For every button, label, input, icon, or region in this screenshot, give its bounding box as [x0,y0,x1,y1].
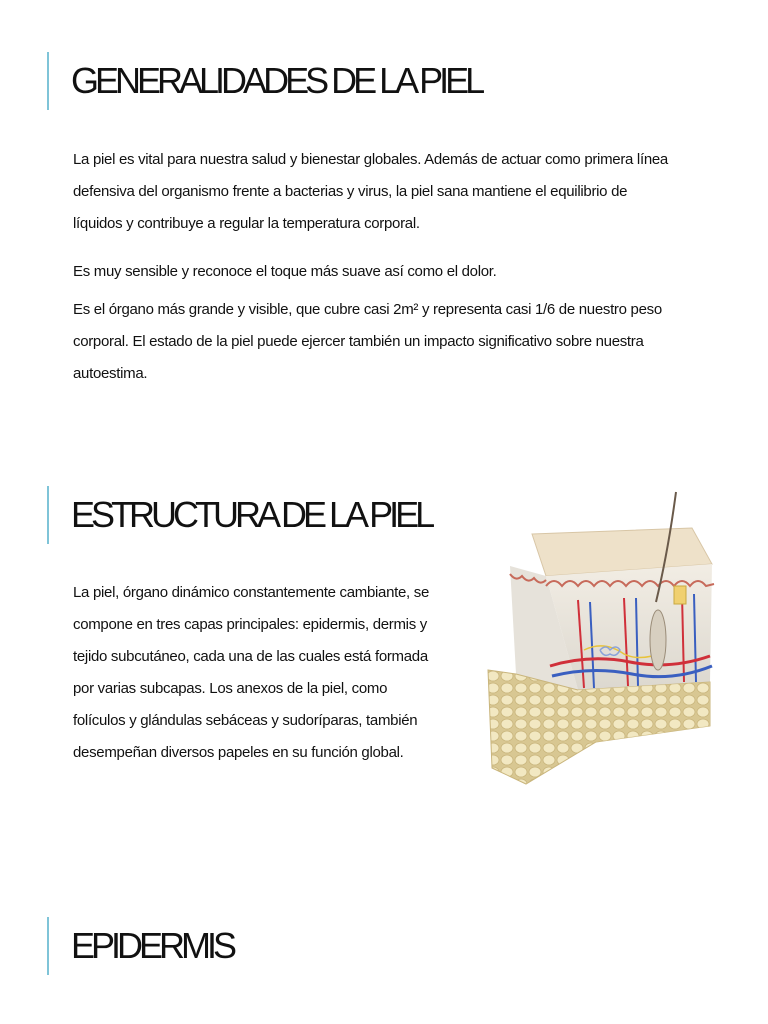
accent-bar [47,917,49,975]
section-title: GENERALIDADES DE LA PIEL [71,60,482,101]
section-title: ESTRUCTURA DE LA PIEL [71,494,432,535]
accent-bar [47,52,49,110]
paragraph: Es muy sensible y reconoce el toque más suave así como el dolor. [73,263,497,280]
paragraph: La piel es vital para nuestra salud y bienestar globales. Además de actuar como primera línea defensiva del organismo frente a bacterias y virus, la piel sana mantiene el equilibrio de líquidos y contribuye a regular la temperatura corporal. [73,151,668,232]
paragraph: La piel, órgano dinámico constantemente cambiante, se compone en tres capas principales: epidermis, dermis y tejido subcutáneo, cada una de las cuales está formada por varias subcapas. Los anexos de la piel, como folículos y glándulas sebáceas y sudoríparas, también desempeñan diversos papeles en su función global. [73,584,429,761]
section-title: EPIDERMIS [71,925,234,966]
paragraph: Es el órgano más grande y visible, que cubre casi 2m² y representa casi 1/6 de nuestro peso corporal. El estado de la piel puede ejercer también un impacto significativo sobre nuestra autoestima. [73,301,662,382]
accent-bar [47,486,49,544]
skin-cross-section-illustration [486,490,722,800]
